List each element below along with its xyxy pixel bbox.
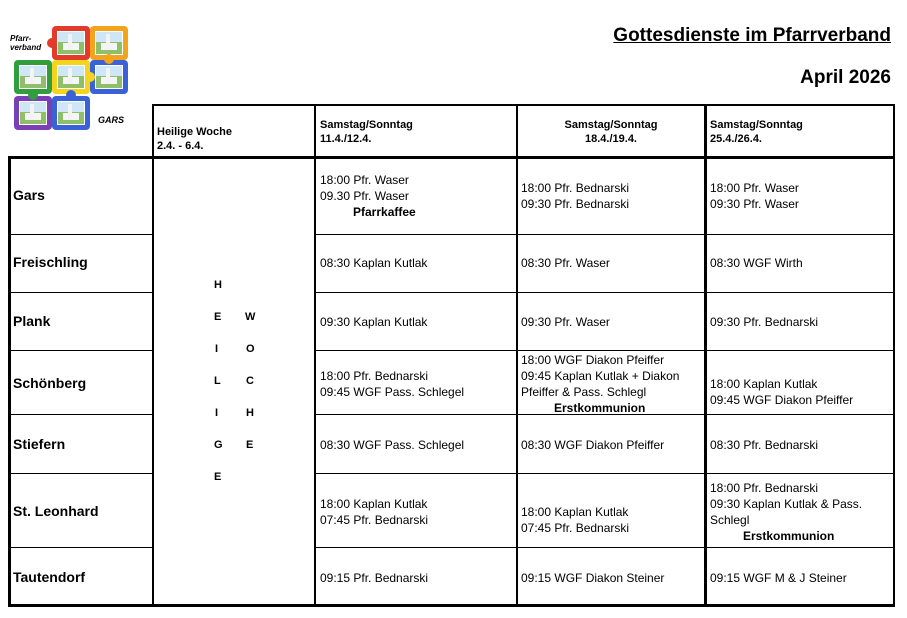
pfarrverband-logo [8, 22, 128, 140]
service-cell: 18:00 Kaplan Kutlak 09:45 WGF Diakon Pfeiffer [710, 377, 854, 407]
logo-puzzle-piece [14, 60, 52, 94]
service-cell: 18:00 Pfr. Bednarski 09:30 Pfr. Bednarski [521, 181, 630, 211]
service-cell: 09:30 Pfr. Bednarski [710, 315, 819, 329]
service-cell: 09:15 Pfr. Bednarski [320, 571, 429, 585]
parish-name: Stiefern [13, 436, 66, 452]
page-title: Gottesdienste im Pfarrverband [613, 25, 891, 46]
service-cell: 09:30 Kaplan Kutlak [320, 315, 428, 329]
service-cell: 08:30 Kaplan Kutlak [320, 256, 428, 270]
parish-name: Freischling [13, 254, 88, 270]
service-cell: 09:30 Pfr. Waser [521, 315, 610, 329]
service-cell: 18:00 Kaplan Kutlak 07:45 Pfr. Bednarski [320, 497, 429, 527]
table-border-left [8, 156, 11, 607]
column-divider [704, 104, 707, 607]
table-border-top [152, 104, 895, 106]
table-border-bottom [8, 604, 895, 607]
column-header-week-2: Samstag/Sonntag 18.4./19.4. [564, 119, 658, 145]
service-cell: 18:00 Pfr. Bednarski 09:45 WGF Pass. Schlegel [320, 369, 465, 399]
parish-name: Schönberg [13, 375, 87, 391]
month-title: April 2026 [800, 67, 891, 88]
service-cell: 18:00 WGF Diakon Pfeiffer 09:45 Kaplan Kutlak + Diakon Pfeiffer & Pass. Schlegl Erstkommunion [521, 353, 680, 415]
column-divider [314, 104, 316, 607]
table-border-right [893, 104, 895, 607]
service-cell: 18:00 Pfr. Waser 09.30 Pfr. Waser Pfarrkaffee [320, 173, 416, 219]
parish-name: Plank [13, 313, 51, 329]
service-cell: 08:30 WGF Diakon Pfeiffer [521, 438, 665, 452]
logo-puzzle-piece [52, 26, 90, 60]
logo-puzzle-piece [14, 96, 52, 130]
column-header-week-1: Samstag/Sonntag 11.4./12.4. [320, 119, 413, 145]
service-cell: 09:15 WGF M & J Steiner [710, 571, 847, 585]
service-cell: 08:30 WGF Pass. Schlegel [320, 438, 465, 452]
logo-text-pfarrverband: Pfarr- verband [10, 34, 42, 52]
service-cell: 18:00 Pfr. Waser 09:30 Pfr. Waser [710, 181, 799, 211]
parish-name: St. Leonhard [13, 503, 99, 519]
parish-name: Gars [13, 187, 45, 203]
service-cell: 08:30 Pfr. Waser [521, 256, 610, 270]
service-cell: 09:15 WGF Diakon Steiner [521, 571, 665, 585]
parish-name: Tautendorf [13, 569, 86, 585]
service-cell: 08:30 WGF Wirth [710, 256, 803, 270]
table-header-separator [8, 156, 895, 159]
logo-text-gars: GARS [98, 115, 125, 125]
logo-puzzle-piece [52, 96, 90, 130]
column-header-holy-week: Heilige Woche 2.4. - 6.4. [157, 126, 232, 152]
service-cell: 18:00 Pfr. Bednarski 09:30 Kaplan Kutlak & Pass. Schlegl Erstkommunion [710, 481, 863, 543]
column-header-week-3: Samstag/Sonntag 25.4./26.4. [710, 119, 803, 145]
service-cell: 08:30 Pfr. Bednarski [710, 438, 819, 452]
column-divider [152, 104, 154, 607]
logo-puzzle-piece [90, 60, 128, 94]
column-divider [516, 104, 518, 607]
service-cell: 18:00 Kaplan Kutlak 07:45 Pfr. Bednarski [521, 505, 630, 535]
